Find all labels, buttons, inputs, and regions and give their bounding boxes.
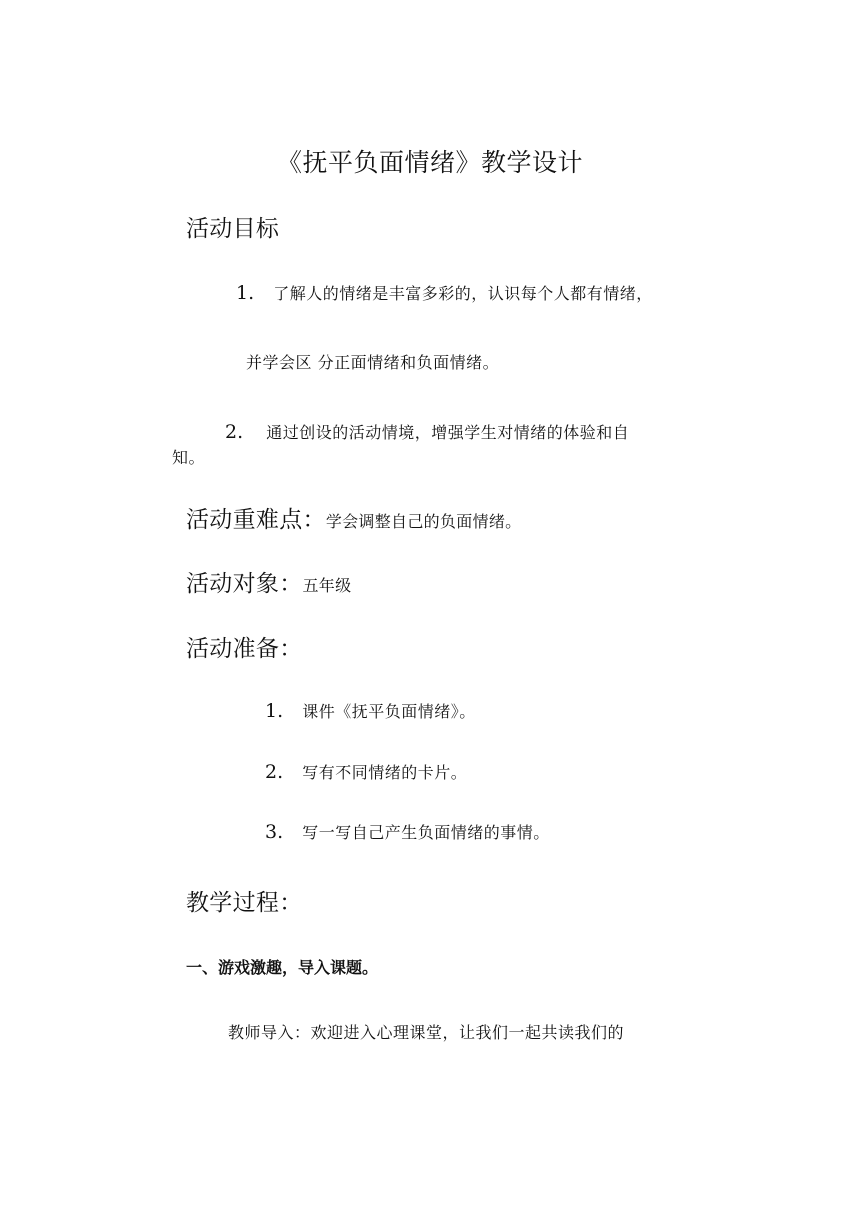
section-1-text: 教师导入：欢迎进入心理课堂，让我们一起共读我们的 (228, 1023, 625, 1042)
preparation-heading: 活动准备： (186, 636, 303, 662)
prep-item-3-text: 写一写自己产生负面情绪的事情。 (302, 823, 550, 842)
section-1-title: 一、游戏激趣，导入课题。 (186, 958, 379, 977)
prep-item-2-number: 2. (265, 761, 284, 783)
goal-item-1-text: 了解人的情绪是丰富多彩的，认识每个人都有情绪， (273, 284, 653, 303)
goal-item-1-continuation: 并学会区 分正面情绪和负面情绪。 (246, 353, 500, 372)
prep-item-3-number: 3. (265, 821, 284, 843)
goal-item-1 (236, 282, 653, 305)
goal-item-2-continuation: 知。 (172, 448, 206, 467)
audience-value: 五年级 (302, 576, 352, 595)
goal-item-2 (225, 421, 629, 444)
key-points-label: 活动重难点： (186, 507, 326, 533)
goal-item-1-number: 1. (236, 282, 255, 304)
goal-item-2-number: 2. (225, 421, 244, 443)
prep-item-1-text: 课件《抚平负面情绪》。 (302, 702, 476, 721)
prep-item-1-number: 1. (265, 700, 284, 722)
key-points-row (186, 507, 521, 535)
audience-row (186, 571, 351, 599)
prep-item-3 (265, 821, 550, 844)
prep-item-2 (265, 761, 467, 784)
process-heading: 教学过程： (186, 890, 303, 916)
prep-item-2-text: 写有不同情绪的卡片。 (302, 763, 468, 782)
goal-item-2-text: 通过创设的活动情境，增强学生对情绪的体验和自 (266, 423, 630, 442)
prep-item-1 (265, 700, 476, 723)
goals-heading: 活动目标 (186, 216, 280, 242)
document-title: 《抚平负面情绪》教学设计 (276, 148, 583, 177)
key-points-value: 学会调整自己的负面情绪。 (325, 512, 522, 531)
audience-label: 活动对象： (186, 571, 303, 597)
